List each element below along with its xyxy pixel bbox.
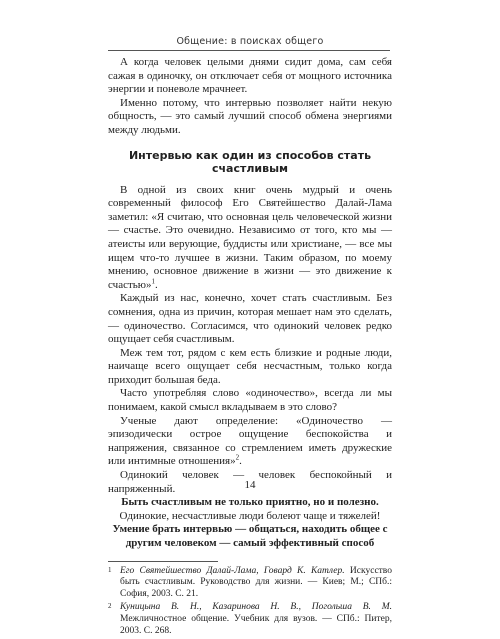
paragraph-dalai-lama	[108, 184, 392, 293]
footnote-rule	[108, 561, 218, 562]
page-body	[108, 56, 392, 639]
emphasis-happy-useful: Быть счастливым не только приятно, но и полезно.	[121, 496, 379, 509]
paragraph-definition-text: Ученые дают определение: «Одиночество — эпизодически острое ощущение беспокойства и напряжения, связанное со стремлением иметь дружеские или интимные отношения»	[108, 414, 392, 468]
footnote-authors: Куницына В. Н., Казаринова Н. В., Погольша В. М.	[120, 602, 392, 613]
intro-paragraph-2: Именно потому, что интервью позволяет найти некую общность, — это самый лучший способ обмена энергиями между людьми.	[108, 96, 392, 136]
paragraph-word-loneliness: Часто употребляя слово «одиночество», всегда ли мы понимаем, какой смысл вкладываем в это слово?	[108, 387, 392, 414]
emphasis-interview-skill: Умение брать интервью — общаться, находить общее с другим человеком — самый эффективный способ	[112, 523, 388, 549]
footnotes	[108, 566, 392, 638]
paragraph-definition	[108, 415, 392, 469]
footnote-number: 1	[108, 565, 112, 574]
paragraph-dalai-lama-end: .	[155, 278, 158, 291]
footnote-1	[108, 566, 392, 601]
footnote-number: 2	[108, 602, 112, 611]
header-rule	[108, 50, 390, 51]
intro-paragraph-1: А когда человек целыми днями сидит дома, сам себя сажая в одиночку, он отключает себя от мощного источника энергии и поневоле мрачнеет.	[108, 56, 392, 96]
running-head: Общение: в поисках общего	[176, 36, 324, 47]
footnote-citation: Межличностное общение. Учебник для вузов. — СПб.: Питер, 2003. С. 268.	[120, 613, 392, 636]
paragraph-close-people: Меж тем тот, рядом с кем есть близкие и родные люди, наичаще всего ощущает себя несчастным, только когда приходит большая беда.	[108, 346, 392, 386]
paragraph-definition-end: .	[239, 455, 242, 468]
page-number: 14	[244, 479, 256, 491]
footnote-ref-1[interactable]: 1	[151, 277, 156, 286]
paragraph-happiness: Каждый из нас, конечно, хочет стать счастливым. Без сомнения, одна из причин, которая мешает нам это сделать, — одиночество. Согласимся, что одинокий человек редко ощущает себя счастливым.	[108, 292, 392, 346]
paragraph-lonely-person: Одинокий человек — человек беспокойный и напряженный.	[108, 469, 392, 495]
footnote-2	[108, 602, 392, 637]
section-heading: Интервью как один из способов стать счастливым	[128, 148, 372, 175]
paragraph-dalai-lama-text: В одной из своих книг очень мудрый и очень современный философ Его Святейшество Далай-Лама заметил: «Я считаю, что основная цель человеческой жизни — счастье. Это очевидно. Независимо от того, кто мы — атеисты или верующие, буддисты или христиане, — все мы ищем что-то лучшее в жизни. Таким образом, по моему мнению, основное движение в жизни — это движение к счастью»	[108, 183, 392, 291]
paragraph-sick-often: Одинокие, несчастливые люди болеют чаще и тяжелей!	[119, 509, 381, 522]
footnote-authors: Его Святейшество Далай-Лама, Говард К. Катлер.	[120, 565, 345, 576]
footnote-citation: Искусство быть счастливым. Руководство для жизни. — Киев; М.; СПб.: София, 2003. С. 21.	[120, 565, 392, 599]
footnote-ref-2[interactable]: 2	[235, 453, 240, 462]
